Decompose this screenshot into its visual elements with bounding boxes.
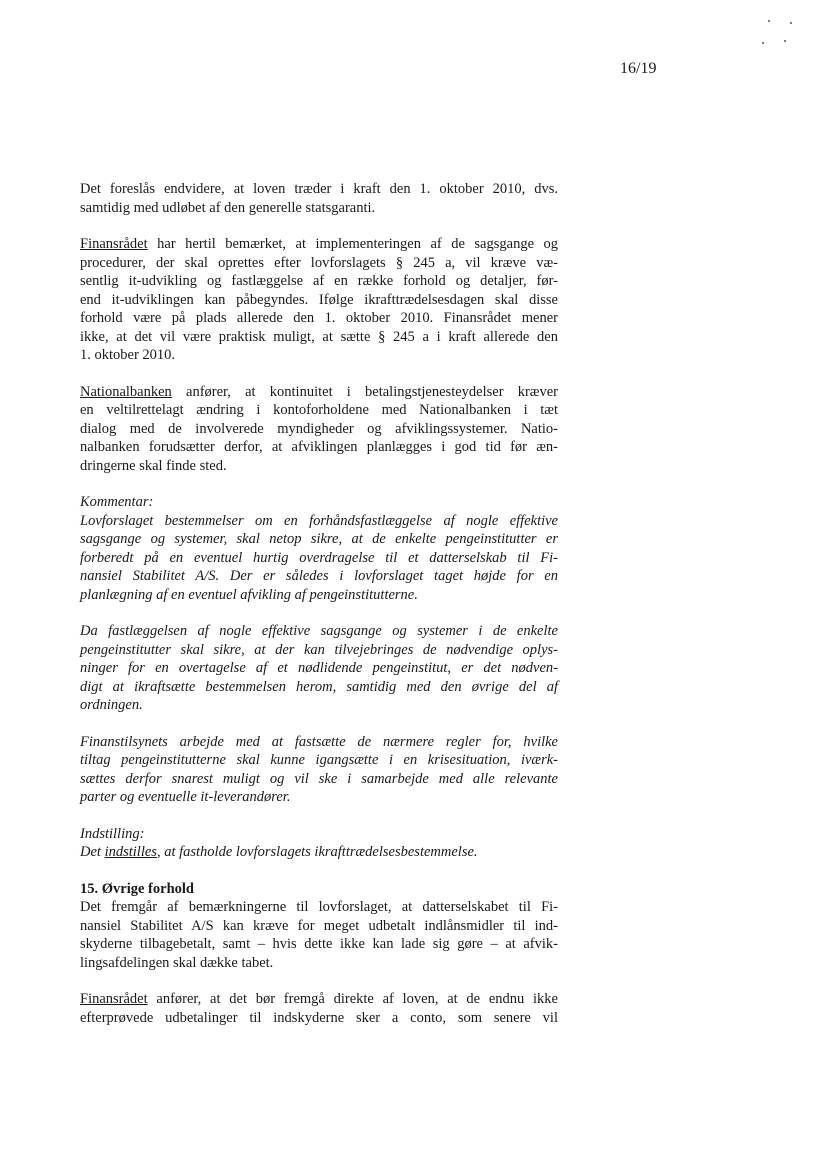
text-line: Finansrådet har hertil bemærket, at implementeringen af de sagsgange og (80, 236, 558, 252)
page-number: 16/19 (620, 60, 657, 77)
paragraph-ikrafttraedelse (80, 180, 558, 217)
scan-speck (790, 22, 792, 24)
text-line: samtidig med udløbet af den generelle statsgaranti. (80, 199, 376, 216)
text-line: end it-udviklingen kan påbegyndes. Ifølge ikrafttrædelsesdagen skal disse (80, 291, 558, 308)
subject-nationalbanken: Nationalbanken (80, 383, 172, 400)
text-line: digt at ikraftsætte bestemmelsen herom, samtidig med den øvrige del af (80, 678, 558, 695)
section-15 (80, 880, 558, 973)
text-line: Da fastlæggelsen af nogle effektive sagsgange og systemer i de enkelte (80, 623, 558, 639)
text-line: Det fremgår af bemærkningerne til lovforslaget, at datterselskabet til Fi- (80, 899, 558, 915)
comment-label: Kommentar: (80, 494, 154, 510)
text-line: ikke, at det vil være praktisk muligt, at sætte § 245 a i kraft allerede den (80, 328, 558, 345)
paragraph-finansraadet-2 (80, 990, 558, 1027)
text-line: lingsafdelingen skal dække tabet. (80, 954, 274, 971)
text-line: Nationalbanken anfører, at kontinuitet i betalingstjenesteydelser kræver (80, 383, 558, 400)
scan-speck (784, 40, 786, 42)
comment-1 (80, 493, 558, 604)
text-line: sentlig it-udvikling og fastlæggelse af en række forhold og detaljer, før- (80, 273, 558, 289)
text-line: forberedt på en eventuel hurtig overdragelse til et datterselskab til Fi- (80, 549, 558, 566)
text-line: ordningen. (80, 697, 143, 713)
text-line: Det indstilles, at fastholde lovforslagets ikrafttrædelsesbestemmelse. (80, 844, 478, 860)
text-line: sagsgange og systemer, skal netop sikre, at de enkelte pengeinstitutter er (80, 531, 558, 547)
text-line: ninger for en overtagelse af et nødlidende pengeinstitut, er det nødven- (80, 660, 558, 676)
scan-speck (768, 20, 770, 22)
subject-finansraadet: Finansrådet (80, 236, 148, 252)
scan-speck (762, 42, 764, 44)
underlined-word: indstilles (104, 844, 157, 860)
text-line: nalbanken forudsætter derfor, at afviklingen planlægges i god tid før æn- (80, 439, 558, 455)
section-heading: 15. Øvrige forhold (80, 880, 194, 897)
recommendation (80, 825, 558, 862)
text-line: forhold være på plads allerede den 1. oktober 2010. Finansrådet mener (80, 310, 558, 326)
recommendation-label: Indstilling: (80, 825, 145, 842)
text-line: pengeinstitutter skal sikre, at der kan tilvejebringes de nødvendige oplys- (80, 641, 558, 658)
text-line: Det foreslås endvidere, at loven træder i kraft den 1. oktober 2010, dvs. (80, 181, 558, 197)
comment-2 (80, 622, 558, 715)
text-line: planlægning af en eventuel afvikling af pengeinstitutterne. (80, 586, 418, 603)
paragraph-nationalbanken (80, 383, 558, 476)
text-line: skyderne tilbagebetalt, samt – hvis dette ikke kan lade sig gøre – at afvik- (80, 936, 558, 952)
comment-3 (80, 733, 558, 807)
text-line: nansiel Stabilitet A/S kan kræve for meget udbetalt indlånsmidler til ind- (80, 917, 558, 934)
subject-finansraadet: Finansrådet (80, 991, 148, 1007)
text-line: sættes derfor snarest muligt og vil ske i samarbejde med alle relevante (80, 770, 558, 787)
text-line: Finanstilsynets arbejde med at fastsætte de nærmere regler for, hvilke (80, 733, 558, 750)
text-line: procedurer, der skal oprettes efter lovforslagets § 245 a, vil kræve væ- (80, 254, 558, 271)
text-line: Lovforslaget bestemmelser om en forhåndsfastlæggelse af nogle effektive (80, 512, 558, 529)
text-line: dialog med de involverede myndigheder og afviklingssystemer. Natio- (80, 420, 558, 437)
text-line: nansiel Stabilitet A/S. Der er således i lovforslaget taget højde for en (80, 568, 558, 584)
document-body (80, 180, 558, 1045)
text-line: tiltag pengeinstitutterne skal kunne igangsætte i en krisesituation, iværk- (80, 752, 558, 768)
paragraph-finansraadet-1 (80, 235, 558, 365)
text-line: Finansrådet anfører, at det bør fremgå direkte af loven, at de endnu ikke (80, 991, 558, 1007)
text-line: en veltilrettelagt ændring i kontoforholdene med Nationalbanken i tæt (80, 402, 558, 418)
text-line: efterprøvede udbetalinger til indskyderne sker a conto, som senere vil (80, 1009, 558, 1026)
text-line: dringerne skal finde sted. (80, 457, 227, 474)
text-line: 1. oktober 2010. (80, 347, 176, 363)
text-line: parter og eventuelle it-leverandører. (80, 789, 291, 805)
